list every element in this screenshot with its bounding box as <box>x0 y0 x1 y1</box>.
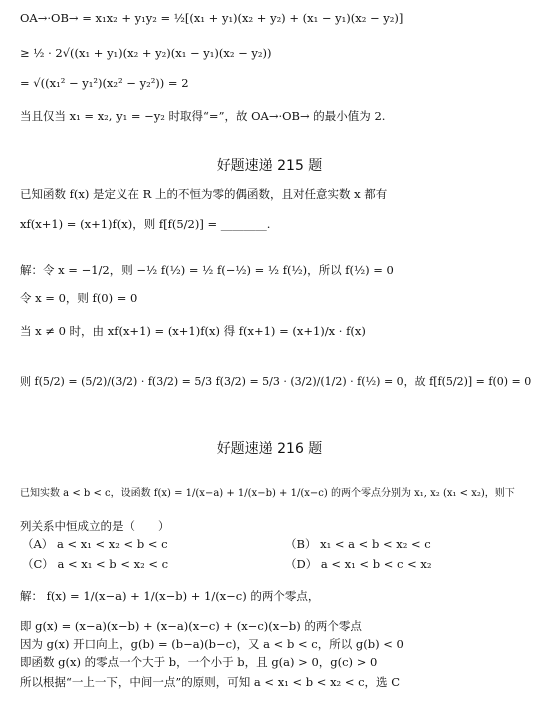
p215-question-line-2: xf(x+1) = (x+1)f(x)，则 f[f(5/2)] = ________. <box>20 217 271 231</box>
p216-solution-line-4: 即函数 g(x) 的零点一个大于 b，一个小于 b，且 g(a) > 0，g(c) > 0 <box>20 655 378 669</box>
p215-question-line-1: 已知函数 f(x) 是定义在 R 上的不恒为零的偶函数，且对任意实数 x 都有 <box>20 187 388 201</box>
p215-title: 好题速递 215 题 <box>216 158 323 174</box>
p215-solution-line-3: 当 x ≠ 0 时，由 xf(x+1) = (x+1)f(x) 得 f(x+1) = (x+1)/x · f(x) <box>20 324 366 338</box>
p216-option-c: （C） a < x₁ < b < x₂ < c <box>22 557 169 571</box>
p216-question-line-1: 已知实数 a < b < c，设函数 f(x) = 1/(x−a) + 1/(x−b) + 1/(x−c) 的两个零点分别为 x₁, x₂ (x₁ < x₂)，则下 <box>20 488 515 499</box>
p214-line-1: OA→·OB→ = x₁x₂ + y₁y₂ = ½[(x₁ + y₁)(x₂ + y₂) + (x₁ − y₁)(x₂ − y₂)] <box>20 11 404 25</box>
p214-line-2: ≥ ½ · 2√((x₁ + y₁)(x₂ + y₂)(x₁ − y₁)(x₂ − y₂)) <box>20 46 272 60</box>
p216-option-a: （A） a < x₁ < x₂ < b < c <box>22 537 168 551</box>
p215-solution-line-4: 则 f(5/2) = (5/2)/(3/2) · f(3/2) = 5/3 f(3/2) = 5/3 · (3/2)/(1/2) · f(½) = 0，故 f[f(5/2)] = f(0) = 0 <box>20 375 532 388</box>
p216-solution-line-3: 因为 g(x) 开口向上，g(b) = (b−a)(b−c)，又 a < b < c，所以 g(b) < 0 <box>20 637 404 651</box>
p215-solution-line-1: 解：令 x = −1/2，则 −½ f(½) = ½ f(−½) = ½ f(½)，所以 f(½) = 0 <box>20 263 394 277</box>
p216-question-line-2: 列关系中恒成立的是（ ） <box>20 519 170 533</box>
p215-solution-line-2: 令 x = 0，则 f(0) = 0 <box>20 291 138 305</box>
p216-solution-line-1: 解： f(x) = 1/(x−a) + 1/(x−b) + 1/(x−c) 的两个零点， <box>20 589 320 603</box>
p216-solution-line-5: 所以根据“一上一下，中间一点”的原则，可知 a < x₁ < b < x₂ < c，选 C <box>20 675 401 689</box>
p214-conclusion: 当且仅当 x₁ = x₂, y₁ = −y₂ 时取得“=”，故 OA→·OB→ 的最小值为 2. <box>20 109 386 123</box>
p216-solution-line-2: 即 g(x) = (x−a)(x−b) + (x−a)(x−c) + (x−c)(x−b) 的两个零点 <box>20 619 362 633</box>
p216-title: 好题速递 216 题 <box>216 441 323 457</box>
p214-line-3: = √((x₁² − y₁²)(x₂² − y₂²)) = 2 <box>20 76 189 90</box>
p216-option-d: （D） a < x₁ < b < c < x₂ <box>285 557 432 571</box>
p216-option-b: （B） x₁ < a < b < x₂ < c <box>285 537 431 551</box>
